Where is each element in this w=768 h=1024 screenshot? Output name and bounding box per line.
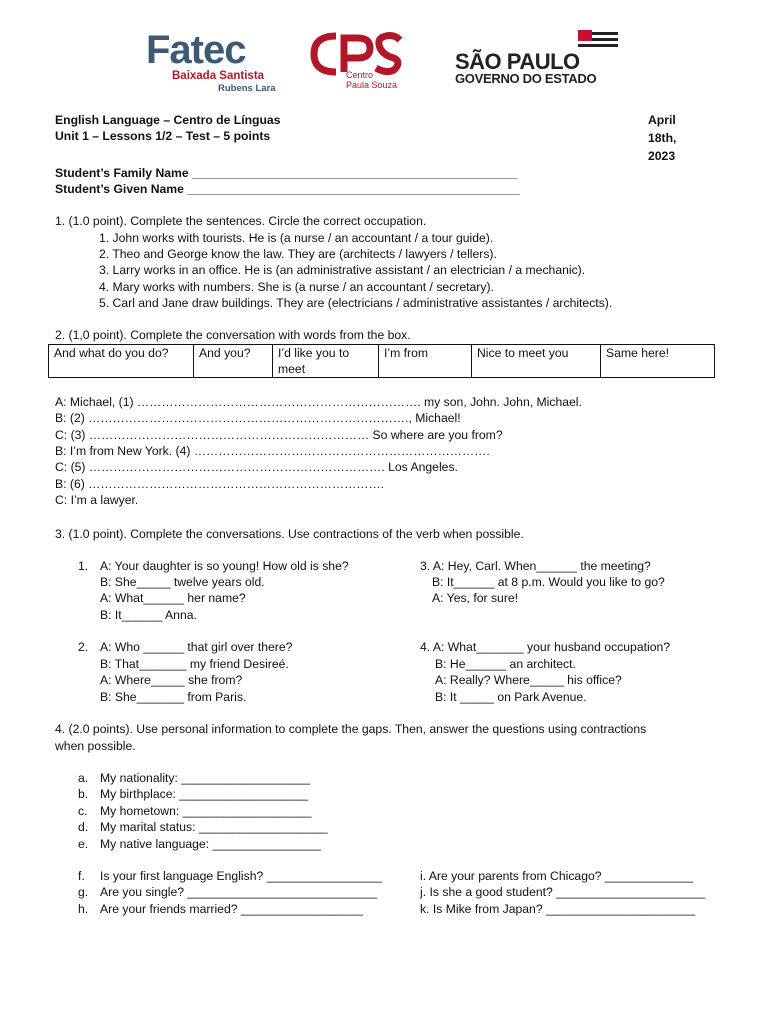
word-box-cell: I’m from — [379, 345, 472, 378]
conv3-line: B: It______ at 8 p.m. Would you like to go? — [432, 575, 665, 589]
conv2-number: 2. — [78, 640, 89, 654]
q4-letter: a. — [78, 771, 89, 785]
fatec-logo-line1: Baixada Santista — [172, 70, 265, 82]
conv3-line: 3. A: Hey, Carl. When______ the meeting? — [420, 559, 651, 573]
conv1-number: 1. — [78, 559, 89, 573]
conversation-line: C: (5) ………………………………………………………………. Los Angeles. — [55, 460, 458, 474]
q4-letter: c. — [78, 804, 88, 818]
cps-logo-line1: Centro — [346, 70, 374, 80]
family-name-field[interactable]: Student’s Family Name ________________________________________________ — [55, 166, 518, 180]
q4-letter: f. — [78, 869, 85, 883]
cps-logo-line2: Paula Souza — [346, 80, 398, 90]
q1-item: 1. John works with tourists. He is (a nurse / an accountant / a tour guide). — [99, 231, 494, 245]
personal-info-field[interactable]: My hometown: ___________________ — [100, 804, 312, 818]
q3-title: 3. (1.0 point). Complete the conversations. Use contractions of the verb when possible. — [55, 527, 524, 541]
date-line1: April — [648, 113, 676, 127]
q4-letter: g. — [78, 885, 89, 899]
word-box-cell: Nice to meet you — [472, 345, 601, 378]
date-line2: 18th, — [648, 131, 677, 145]
conversation-line: B: (6) ………………………………………………………………. — [55, 477, 385, 491]
question-answer-field[interactable]: Is your first language English? _________________ — [100, 869, 382, 883]
conversation-line: C: I’m a lawyer. — [55, 493, 139, 507]
q4-title-cont: when possible. — [55, 739, 136, 753]
q4-letter: b. — [78, 787, 89, 801]
given-name-field[interactable]: Student’s Given Name _________________________________________________ — [55, 182, 520, 196]
question-answer-field[interactable]: j. Is she a good student? ______________________ — [420, 885, 706, 899]
word-box-cell: I’d like you to meet — [273, 345, 379, 378]
conv3-line: A: Yes, for sure! — [432, 591, 519, 605]
q1-item: 5. Carl and Jane draw buildings. They are (electricians / administrative assistantes / architects). — [99, 296, 613, 310]
q2-title: 2. (1,0 point). Complete the conversation with words from the box. — [55, 328, 411, 342]
personal-info-field[interactable]: My birthplace: ___________________ — [100, 787, 309, 801]
conv2-line: B: That_______ my friend Desireé. — [100, 657, 289, 671]
conv1-line: B: It______ Anna. — [100, 608, 197, 622]
conv4-line: 4. A: What_______ your husband occupation? — [420, 640, 671, 654]
sp-logo-subtitle: GOVERNO DO ESTADO — [455, 71, 597, 86]
cps-logo-text — [346, 70, 397, 90]
conv2-line: A: Who ______ that girl over there? — [100, 640, 293, 654]
q4-title: 4. (2.0 points). Use personal information to complete the gaps. Then, answer the questions using contractions — [55, 722, 647, 736]
sp-flag-icon — [578, 30, 618, 52]
conv2-line: B: She_______ from Paris. — [100, 690, 247, 704]
personal-info-field[interactable]: My native language: ________________ — [100, 837, 321, 851]
q1-item: 4. Mary works with numbers. She is (a nurse / an accountant / secretary). — [99, 280, 494, 294]
conv4-line: A: Really? Where_____ his office? — [435, 673, 622, 687]
course-title: English Language – Centro de Línguas — [55, 113, 281, 127]
q4-letter: e. — [78, 837, 89, 851]
conv1-line: A: Your daughter is so young! How old is she? — [100, 559, 349, 573]
conversation-line: B: (2) ……………………………………………………………………., Michael! — [55, 411, 461, 425]
fatec-logo-line2: Rubens Lara — [218, 83, 276, 94]
conv4-line: B: He______ an architect. — [435, 657, 576, 671]
conversation-line: B: I’m from New York. (4) ………………………………………………………………. — [55, 444, 490, 458]
q1-item: 2. Theo and George know the law. They are (architects / lawyers / tellers). — [99, 247, 497, 261]
conversation-line: C: (3) …………………………………………………………… So where are you from? — [55, 428, 503, 442]
conv2-line: A: Where_____ she from? — [100, 673, 243, 687]
fatec-logo-name: Fatec — [146, 28, 246, 72]
word-box — [48, 344, 715, 378]
conv4-line: B: It _____ on Park Avenue. — [435, 690, 587, 704]
conv1-line: A: What______ her name? — [100, 591, 246, 605]
q1-title: 1. (1.0 point). Complete the sentences. Circle the correct occupation. — [55, 214, 427, 228]
q1-item: 3. Larry works in an office. He is (an administrative assistant / an electrician / a mechanic). — [99, 263, 586, 277]
date-line3: 2023 — [648, 149, 676, 163]
personal-info-field[interactable]: My marital status: ___________________ — [100, 820, 328, 834]
question-answer-field[interactable]: Are you single? ____________________________ — [100, 885, 378, 899]
sp-logo-title: SÃO PAULO — [455, 49, 580, 74]
question-answer-field[interactable]: k. Is Mike from Japan? ______________________ — [420, 902, 696, 916]
word-box-cell: And what do you do? — [49, 345, 194, 378]
conversation-line: A: Michael, (1) ……………………………………………………………. my son, John. John, Michael. — [55, 395, 582, 409]
unit-title: Unit 1 – Lessons 1/2 – Test – 5 points — [55, 129, 271, 143]
q4-letter: d. — [78, 820, 89, 834]
fatec-logo — [146, 30, 276, 94]
question-answer-field[interactable]: i. Are your parents from Chicago? _____________ — [420, 869, 694, 883]
conv1-line: B: She_____ twelve years old. — [100, 575, 265, 589]
question-answer-field[interactable]: Are your friends married? __________________ — [100, 902, 363, 916]
word-box-cell: And you? — [194, 345, 273, 378]
personal-info-field[interactable]: My nationality: ___________________ — [100, 771, 311, 785]
q4-letter: h. — [78, 902, 89, 916]
word-box-cell: Same here! — [601, 345, 715, 378]
